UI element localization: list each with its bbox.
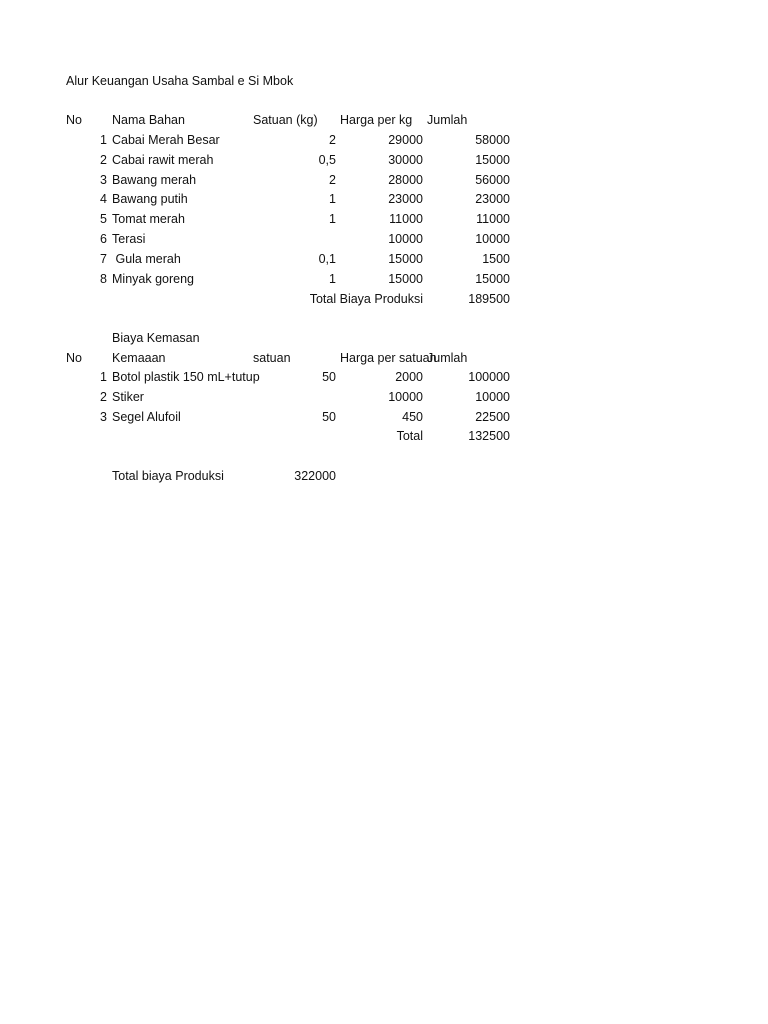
kemasan-header-jumlah: Jumlah [427,351,468,365]
bahan-row-jumlah: 15000 [475,153,510,167]
kemasan-row-harga: 10000 [388,390,423,404]
bahan-row-nama: Terasi [112,232,146,246]
bahan-row-jumlah: 23000 [475,192,510,206]
bahan-row-jumlah: 56000 [475,173,510,187]
bahan-row-nama: Cabai rawit merah [112,153,214,167]
bahan-header-no: No [66,113,82,127]
bahan-row-satuan: 0,5 [318,153,336,167]
bahan-row-no: 6 [100,232,107,246]
bahan-row-harga: 29000 [388,133,423,147]
bahan-row-harga: 15000 [388,272,423,286]
bahan-row-no: 4 [100,192,107,206]
kemasan-header-nama: Kemaaan [112,351,166,365]
kemasan-row-harga: 2000 [395,370,423,384]
kemasan-row-harga: 450 [402,410,423,424]
bahan-row-nama: Cabai Merah Besar [112,133,220,147]
bahan-row-satuan [253,231,336,247]
kemasan-row-no: 3 [100,410,107,424]
bahan-row-no: 3 [100,173,107,187]
bahan-row-nama: Minyak goreng [112,272,194,286]
bahan-row-harga: 28000 [388,173,423,187]
bahan-header-satuan: Satuan (kg) [253,113,318,127]
kemasan-row-satuan: 50 [322,410,336,424]
bahan-row-jumlah: 1500 [482,252,510,266]
bahan-row-nama: Tomat merah [112,212,185,226]
kemasan-total-label: Total [396,429,423,443]
bahan-row-harga: 10000 [388,232,423,246]
bahan-row-no: 1 [100,133,107,147]
bahan-row-jumlah: 58000 [475,133,510,147]
kemasan-header-harga: Harga per satuan [340,351,437,365]
kemasan-section-title: Biaya Kemasan [112,331,200,345]
bahan-row-no: 5 [100,212,107,226]
bahan-header-nama: Nama Bahan [112,113,185,127]
kemasan-total-value: 132500 [468,429,510,443]
bahan-row-nama: Bawang merah [112,173,197,187]
kemasan-row-nama: Stiker [112,390,144,404]
bahan-row-harga: 30000 [388,153,423,167]
kemasan-row-satuan [253,389,336,405]
kemasan-row-nama: Segel Alufoil [112,410,181,424]
kemasan-header-satuan: satuan [253,351,291,365]
bahan-row-nama: Bawang putih [112,192,188,206]
bahan-row-harga: 15000 [388,252,423,266]
kemasan-row-nama: Botol plastik 150 mL+tutup [112,370,260,384]
bahan-row-satuan: 0,1 [318,252,336,266]
grand-total-label: Total biaya Produksi [112,469,224,483]
bahan-row-satuan: 2 [329,173,336,187]
kemasan-row-no: 2 [100,390,107,404]
bahan-total-value: 189500 [468,292,510,306]
kemasan-header-no: No [66,351,82,365]
kemasan-row-no: 1 [100,370,107,384]
bahan-row-satuan: 1 [329,212,336,226]
bahan-row-satuan: 2 [329,133,336,147]
bahan-total-label: Total Biaya Produksi [309,292,423,306]
kemasan-row-satuan: 50 [322,370,336,384]
bahan-row-no: 8 [100,272,107,286]
kemasan-row-jumlah: 10000 [475,390,510,404]
bahan-row-jumlah: 10000 [475,232,510,246]
page-title: Alur Keuangan Usaha Sambal e Si Mbok [66,74,294,88]
bahan-row-satuan: 1 [329,192,336,206]
bahan-row-no: 2 [100,153,107,167]
kemasan-row-jumlah: 22500 [475,410,510,424]
grand-total-value: 322000 [294,469,336,483]
bahan-header-jumlah: Jumlah [427,113,468,127]
bahan-row-nama: Gula merah [112,252,181,266]
bahan-row-jumlah: 15000 [475,272,510,286]
bahan-row-no: 7 [100,252,107,266]
bahan-row-harga: 23000 [388,192,423,206]
bahan-row-satuan: 1 [329,272,336,286]
bahan-row-harga: 11000 [389,212,423,226]
bahan-header-harga: Harga per kg [340,113,413,127]
kemasan-row-jumlah: 100000 [468,370,510,384]
bahan-row-jumlah: 11000 [476,212,510,226]
